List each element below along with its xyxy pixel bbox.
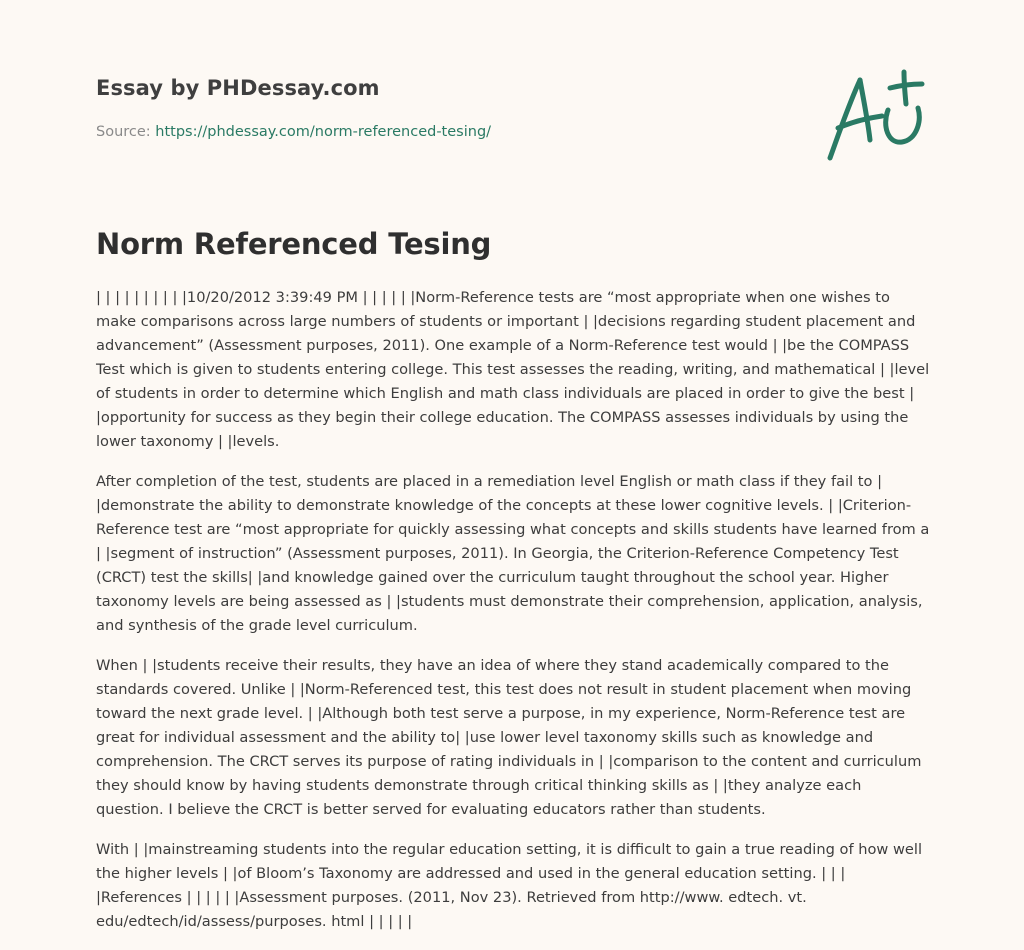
essay-paragraph: When | |students receive their results, they have an idea of where they stand academically compared to the standards covered. Unlike | |Norm-Referenced test, this test does not result in student placement when moving toward the next grade level. | |Although both test serve a purpose, in my experience, Norm-Reference test are great for individual assessment and the ability to| |use lower level taxonomy skills such as knowledge and comprehension. The CRCT serves its purpose of rating individuals in | |comparison to the content and curriculum they should know by having students demonstrate through critical thinking skills as | |they analyze each question. I believe the CRCT is better served for evaluating educators rather than students. bbox=[96, 657, 922, 818]
essay-paragraph: After completion of the test, students are placed in a remediation level English or math class if they fail to | |demonstrate the ability to demonstrate knowledge of the concepts at these lower cognitive levels. | |Criterion-Reference test are “most appropriate for quickly assessing what concepts and skills students have learned from a | |segment of instruction” (Assessment purposes, 2011). In Georgia, the Criterion-Reference Competency Test (CRCT) test the skills| |and knowledge gained over the curriculum taught throughout the school year. Higher taxonomy levels are being assessed as | |students must demonstrate their comprehension, application, analysis, and synthesis of the grade level curriculum. bbox=[96, 473, 930, 634]
site-title: Essay by PHDessay.com bbox=[96, 76, 380, 100]
essay-title: Norm Referenced Tesing bbox=[96, 227, 492, 261]
source-line bbox=[96, 124, 491, 140]
essay-paragraph: With | |mainstreaming students into the regular education setting, it is difficult to gain a true reading of how well the higher levels | |of Bloom’s Taxonomy are addressed and used in the general education setting. | | | |References | | | | | |Assessment purposes. (2011, Nov 23). Retrieved from http://www. edtech. vt. edu/edtech/id/assess/purposes. html | | | | | bbox=[96, 841, 922, 930]
essay-body bbox=[96, 286, 930, 950]
source-label: Source: bbox=[96, 124, 156, 140]
source-link[interactable]: https://phdessay.com/norm-referenced-tesing/ bbox=[155, 124, 492, 140]
essay-paragraph: | | | | | | | | | |10/20/2012 3:39:49 PM | | | | | |Norm-Reference tests are “most appropriate when one wishes to make comparisons across large numbers of students or important | |decisions regarding student placement and advancement” (Assessment purposes, 2011). One example of a Norm-Reference test would | |be the COMPASS Test which is given to students entering college. This test assesses the reading, writing, and mathematical | |level of students in order to determine which English and math class individuals are placed in order to give the best | |opportunity for success as they begin their college education. The COMPASS assesses individuals by using the lower taxonomy | |levels. bbox=[96, 289, 930, 450]
a-plus-logo-icon bbox=[818, 66, 930, 166]
